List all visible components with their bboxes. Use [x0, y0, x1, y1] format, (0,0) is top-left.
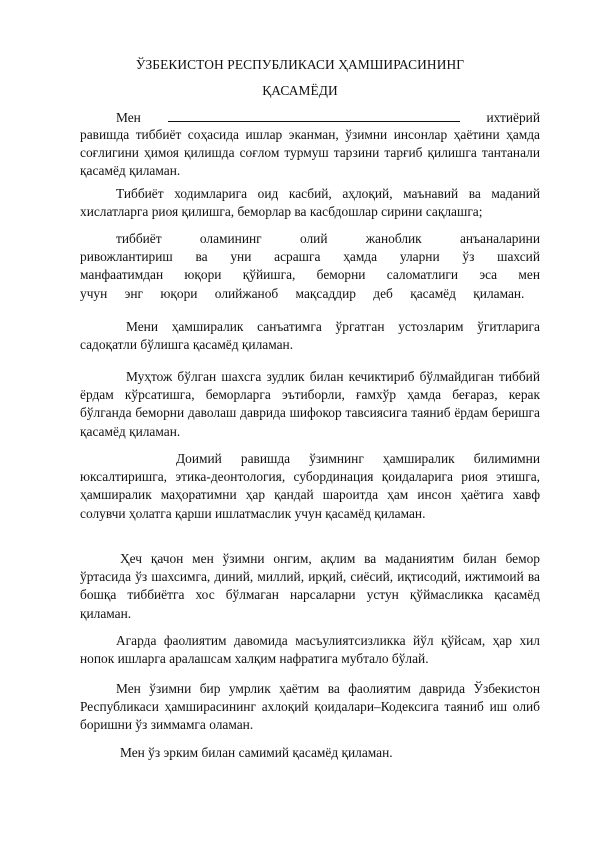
page-title: ЎЗБЕКИСТОН РЕСПУБЛИКАСИ ҲАМШИРАСИНИНГ — [135, 57, 465, 72]
intro-start: Мен — [116, 110, 141, 125]
paragraph: Доимий равишда ўзимнинг ҳамширалик билимимни юксалтиришга, этика-деонтология, субординация қоидаларига риоя этишга, ҳамширалик маҳоратимни ҳар қандай шароитда ҳам инсон ҳаётига хавф солувчи ҳолатга қарши ишлатмаслик учун қасамёд қиламан. — [80, 451, 540, 521]
page-title-line2: ҚАСАМЁДИ — [262, 83, 338, 98]
paragraph: Мен ўзимни бир умрлик ҳаётим ва фаолиятим даврида Ўзбекистон Республикаси ҳамширасининг ахлоқий қоидалари–Кодексига таяниб иш олиб боришни ўз зиммамга оламан. — [80, 681, 540, 733]
paragraph: Мени ҳамширалик санъатимга ўргатган устозларим ўгитларига садоқатли бўлишга қасамёд қиламан. — [80, 319, 540, 353]
paragraph: Ҳеч қачон мен ўзимни онгим, ақлим ва маданиятим билан бемор ўртасида ўз шахсимга, диний, миллий, ирқий, сиёсий, иқтисодий, ижтимоий ва бошқа тиббиётга хос бўлмаган нарсаларни устун қўймасликка қасамёд қиламан. — [80, 551, 540, 621]
paragraph: Тиббиёт ходимларига оид касбий, аҳлоқий, маънавий ва маданий хислатларга риоя қилишга, беморлар ва касбдошлар сирини сақлашга; — [80, 186, 540, 220]
paragraph: равишда тиббиёт соҳасида ишлар эканман, ўзимни инсонлар ҳаётини ҳамда соғлигини ҳимоя қилишда соғлом турмуш тарзини тарғиб қилишга тантанали қасамёд қиламан. — [80, 127, 540, 179]
paragraph: тиббиёт оламининг олий жаноблик анъаналарини ривожлантириш ва уни асрашга ҳамда уларни ўз шахсий манфаатимдан юқори қўйишга, беморни саломатлиги эса мен учун энг юқори олийжаноб мақсаддир деб қасамёд қиламан. — [80, 231, 540, 301]
paragraph: Мен ўз эрким билан самимий қасамёд қиламан. — [120, 745, 393, 760]
paragraph: Муҳтож бўлган шахсга зудлик билан кечиктириб бўлмайдиган тиббий ёрдам кўрсатишга, беморларга эътиборли, ғамхўр ҳамда беғараз, керак бўлганда беморни даволаш даврида шифокор тавсиясига таяниб ёрдам беришга қасамёд қиламан. — [80, 369, 540, 439]
oath-name-line — [80, 108, 540, 127]
paragraph: Агарда фаолиятим давомида масъулиятсизликка йўл қўйсам, ҳар хил нопок ишларга аралашсам халқим нафратига мубтало бўлай. — [80, 633, 540, 667]
intro-end: ихтиёрий — [486, 110, 540, 125]
name-blank-line — [168, 108, 460, 122]
